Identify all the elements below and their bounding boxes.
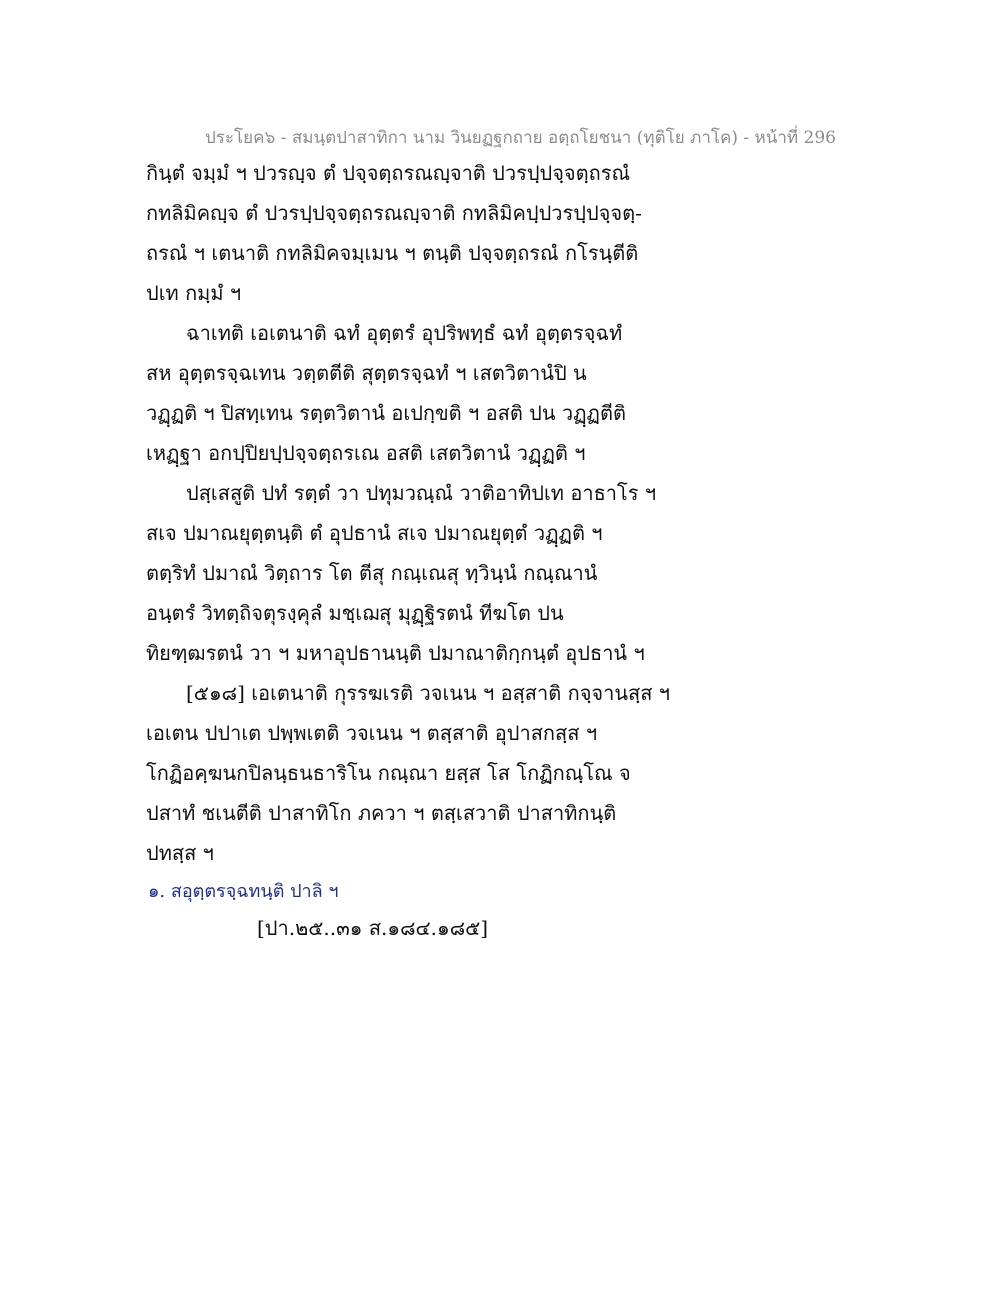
text-line: สเจ ปมาณยุตฺตนฺติ ตํ อุปธานํ สเจ ปมาณยุตฺตํ วฏฺฏติ ฯ — [146, 521, 603, 545]
text-line: กินฺตํ จมฺมํ ฯ ปวรญฺจ ตํ ปจฺจตฺถรณญฺจาติ ปวรปฺปจฺจตฺถรณํ — [146, 161, 631, 185]
text-line: ถรณํ ฯ เตนาติ กทลิมิคจมฺเมน ฯ ตนฺติ ปจฺจตฺถรณํ กโรนฺตีติ — [146, 241, 639, 265]
text-line: สห อุตฺตรจฺฉเทน วตฺตตีติ สุตฺตรจฺฉทํ ฯ เสตวิตานํปิ น — [146, 361, 587, 385]
footnote: ๑. สอุตฺตรจฺฉทนฺติ ปาลิ ฯ — [148, 881, 339, 902]
text-line: โกฏิอคฺฆนกปิลนฺธนธาริโน กณฺณา ยสฺส โส โกฏิกณฺโณ จ — [146, 761, 631, 785]
text-line: เอเตน ปปาเต ปพฺพเตติ วจเนน ฯ ตสฺสาติ อุปาสกสฺส ฯ — [146, 721, 598, 745]
text-line: วฏฺฏติ ฯ ปิสทฺเทน รตฺตวิตานํ อเปกฺขติ ฯ อสติ ปน วฏฺฏตีติ — [146, 401, 626, 425]
text-line: ทิยฑฺฒรตนํ วา ฯ มหาอุปธานนฺติ ปมาณาติกฺกนฺตํ อุปธานํ ฯ — [146, 641, 645, 665]
text-line: กทลิมิคญฺจ ตํ ปวรปฺปจฺจตฺถรณญฺจาติ กทลิมิคปฺปวรปฺปจฺจตฺ- — [146, 201, 642, 225]
text-line: [๕๑๘] เอเตนาติ กุรรฆเรติ วจเนน ฯ อสฺสาติ กจฺจานสฺส ฯ — [186, 681, 671, 705]
text-line: ฉาเทติ เอเตนาติ ฉทํ อุตฺตรํ อุปริพทฺธํ ฉทํ อุตฺตรจฺฉทํ — [186, 321, 623, 345]
text-line: ปสาทํ ชเนตีติ ปาสาทิโก ภควา ฯ ตสฺเสวาติ ปาสาทิกนฺติ — [146, 801, 617, 825]
text-line: ปเท กมฺมํ ฯ — [146, 281, 242, 305]
body-text — [146, 160, 866, 880]
page-reference: [ปา.๒๕..๓๑ ส.๑๘๔.๑๘๕] — [257, 916, 489, 940]
text-line: ตตฺริทํ ปมาณํ วิตฺถาร โต ตีสุ กณฺเณสุ ทฺวินฺนํ กณฺณานํ — [146, 561, 598, 585]
text-line: ปสฺเสสูติ ปทํ รตฺตํ วา ปทุมวณฺณํ วาติอาทิปเท อาธาโร ฯ — [186, 481, 657, 505]
text-line: อนฺตรํ วิทตฺถิจตุรงฺคุลํ มชฺเฌสุ มุฏฺฐิรตนํ ทีฆโต ปน — [146, 601, 564, 625]
text-line: เหฏฺฐา อกปฺปิยปฺปจฺจตฺถรเณ อสติ เสตวิตานํ วฏฺฏติ ฯ — [146, 441, 586, 465]
running-header: ประโยค๖ - สมนฺตปาสาทิกา นาม วินยฏฐกถาย อตฺถโยชนา (ทุติโย ภาโค) - หน้าที่ 296 — [205, 128, 836, 148]
text-line: ปทสฺส ฯ — [146, 841, 214, 865]
